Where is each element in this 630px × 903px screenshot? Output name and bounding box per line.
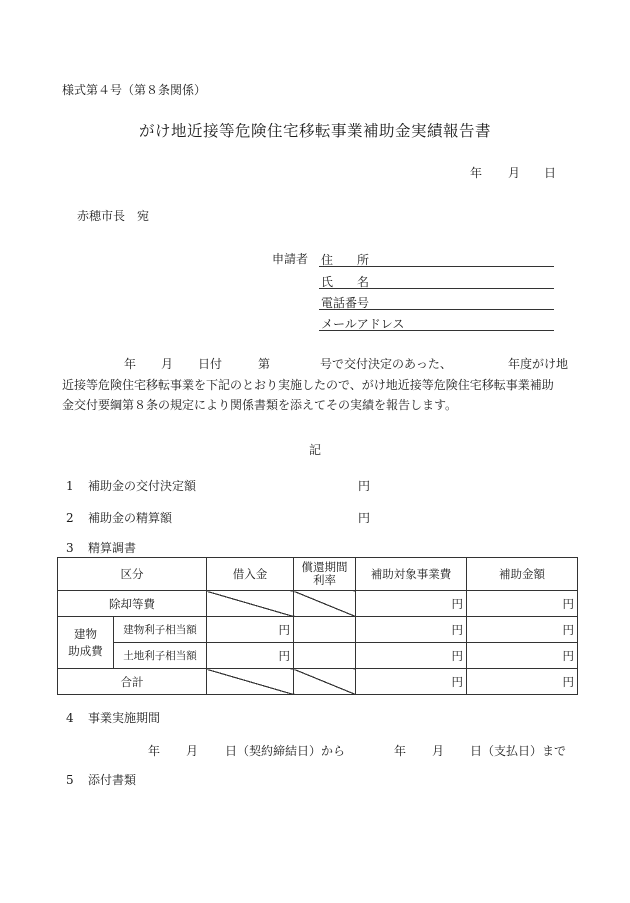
form-number: 様式第４号（第８条関係） [62, 83, 207, 97]
period-day-1: 日（契約締結日）から [225, 744, 346, 758]
row-building-interest-label: 建物利子相当額 [114, 617, 207, 643]
land-subsidy-cell[interactable]: 円 [467, 643, 578, 669]
body-year: 年 [124, 357, 137, 371]
item-1 [66, 480, 196, 492]
body-paragraph [62, 354, 572, 416]
demolition-repay-cell [294, 591, 356, 617]
name-field[interactable] [319, 273, 554, 289]
table-row [58, 617, 578, 643]
item-3-number: 3 [66, 541, 74, 555]
body-line-3: 金交付要綱第８条の規定により関係書類を添えてその実績を報告します。 [62, 398, 458, 412]
phone-label: 電話番号 [321, 296, 370, 310]
phone-field[interactable] [319, 294, 554, 310]
address-label: 住 所 [321, 253, 370, 267]
date-month: 月 [508, 166, 521, 180]
item-5-label: 添付書類 [88, 773, 137, 787]
date-year: 年 [470, 166, 483, 180]
email-label: メールアドレス [321, 317, 405, 331]
total-repay-cell [294, 669, 356, 695]
period-month-2: 月 [432, 744, 445, 758]
body-line-2: 近接等危険住宅移転事業を下記のとおり実施したので、がけ地近接等危険住宅移転事業補助 [62, 377, 554, 392]
building-loan-cell[interactable]: 円 [207, 617, 294, 643]
row-total-label: 合計 [58, 669, 207, 695]
header-category: 区分 [58, 558, 207, 591]
email-field[interactable] [319, 315, 554, 331]
total-subsidy-cell[interactable]: 円 [467, 669, 578, 695]
row-building-group [58, 617, 114, 669]
body-day-ref: 日付 [198, 357, 223, 371]
address-field[interactable] [319, 251, 554, 267]
table-row [58, 643, 578, 669]
table-row [58, 669, 578, 695]
period-month-1: 月 [186, 744, 199, 758]
item-4-number: 4 [66, 711, 74, 725]
building-group-line1: 建物 [74, 626, 97, 641]
building-repay-cell[interactable] [294, 617, 356, 643]
demolition-loan-cell [207, 591, 294, 617]
settlement-table [57, 557, 578, 695]
item-3-label: 精算調書 [88, 541, 137, 555]
header-repay-line2: 利率 [313, 573, 336, 587]
item-4-label: 事業実施期間 [88, 711, 161, 725]
body-decision: 号で交付決定のあった、 [320, 357, 452, 371]
item-2 [66, 512, 172, 524]
name-label: 氏 名 [321, 275, 370, 289]
total-cost-cell[interactable]: 円 [356, 669, 467, 695]
item-1-label: 補助金の交付決定額 [88, 479, 197, 493]
body-month: 月 [161, 357, 174, 371]
land-repay-cell[interactable] [294, 643, 356, 669]
row-demolition-label: 除却等費 [58, 591, 207, 617]
header-repay-line1: 償還期間 [301, 560, 348, 574]
addressee: 赤穂市長 宛 [77, 209, 150, 223]
item-3 [66, 542, 136, 554]
period-year-1: 年 [148, 744, 161, 758]
table-row [58, 591, 578, 617]
building-subsidy-cell[interactable]: 円 [467, 617, 578, 643]
land-cost-cell[interactable]: 円 [356, 643, 467, 669]
item-4 [66, 712, 160, 724]
applicant-label: 申請者 [272, 252, 309, 266]
header-repayment [294, 558, 356, 591]
row-land-interest-label: 土地利子相当額 [114, 643, 207, 669]
header-cost: 補助対象事業費 [356, 558, 467, 591]
body-dai: 第 [258, 357, 271, 371]
period-year-2: 年 [394, 744, 407, 758]
building-cost-cell[interactable]: 円 [356, 617, 467, 643]
demolition-subsidy-cell[interactable]: 円 [467, 591, 578, 617]
header-loan: 借入金 [207, 558, 294, 591]
building-group-line2: 助成費 [68, 643, 103, 658]
header-subsidy: 補助金額 [467, 558, 578, 591]
table-header-row [58, 558, 578, 591]
item-2-label: 補助金の精算額 [88, 511, 173, 525]
period-day-2: 日（支払日）まで [470, 744, 567, 758]
document-title: がけ地近接等危険住宅移転事業補助金実績報告書 [138, 122, 491, 140]
item-5 [66, 774, 136, 786]
ki-heading: 記 [308, 443, 321, 457]
land-loan-cell[interactable]: 円 [207, 643, 294, 669]
total-loan-cell [207, 669, 294, 695]
item-1-number: 1 [66, 479, 74, 493]
item-5-number: 5 [66, 773, 74, 787]
date-day: 日 [544, 166, 557, 180]
body-fiscal: 年度がけ地 [508, 357, 569, 371]
item-2-unit: 円 [358, 511, 371, 525]
demolition-cost-cell[interactable]: 円 [356, 591, 467, 617]
item-1-unit: 円 [358, 479, 371, 493]
item-2-number: 2 [66, 511, 74, 525]
